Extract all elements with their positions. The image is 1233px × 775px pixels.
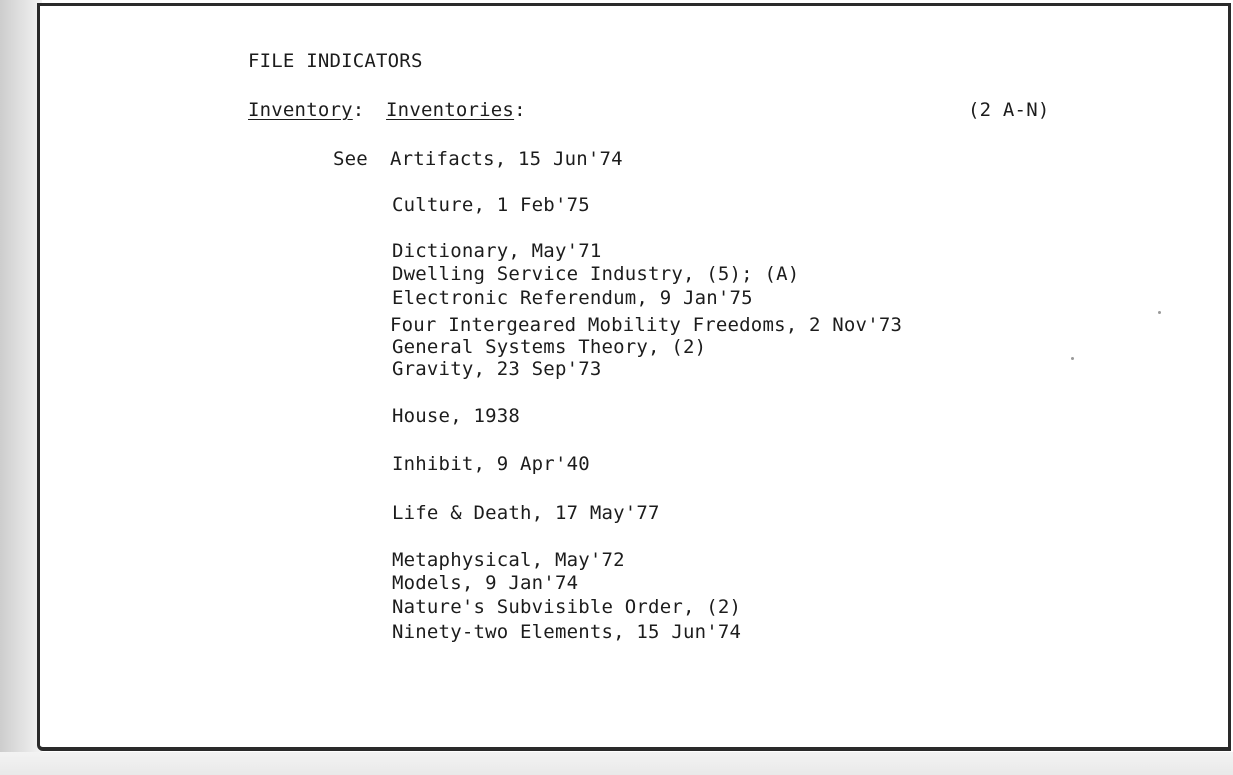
entry: General Systems Theory, (2) [392, 336, 707, 358]
subject-secondary: Inventories [386, 99, 515, 121]
subject-end: : [514, 99, 526, 121]
subject-primary: Inventory [248, 99, 353, 121]
entry: Four Intergeared Mobility Freedoms, 2 Nov'73 [390, 314, 903, 336]
scan-speck [1158, 311, 1161, 314]
entry: Dictionary, May'71 [392, 240, 602, 262]
entry: Dwelling Service Industry, (5); (A) [392, 263, 800, 285]
subject-line [248, 99, 526, 121]
heading: FILE INDICATORS [248, 50, 423, 72]
scan-speck [1071, 357, 1074, 360]
entry: Gravity, 23 Sep'73 [392, 358, 602, 380]
page-bottom-shadow [0, 752, 1233, 775]
entry: Culture, 1 Feb'75 [392, 194, 590, 216]
page-edge-shadow [0, 0, 42, 775]
entry: Electronic Referendum, 9 Jan'75 [392, 287, 753, 309]
entry: Life & Death, 17 May'77 [392, 502, 660, 524]
entry: Metaphysical, May'72 [392, 549, 625, 571]
file-reference: (2 A-N) [968, 99, 1050, 121]
entry: House, 1938 [392, 405, 521, 427]
see-label: See [333, 148, 368, 170]
entry: Models, 9 Jan'74 [392, 572, 579, 594]
entry: Inhibit, 9 Apr'40 [392, 453, 590, 475]
entry: Ninety-two Elements, 15 Jun'74 [392, 621, 742, 643]
entry: Artifacts, 15 Jun'74 [390, 148, 623, 170]
entry: Nature's Subvisible Order, (2) [392, 596, 742, 618]
subject-separator: : [352, 99, 365, 121]
